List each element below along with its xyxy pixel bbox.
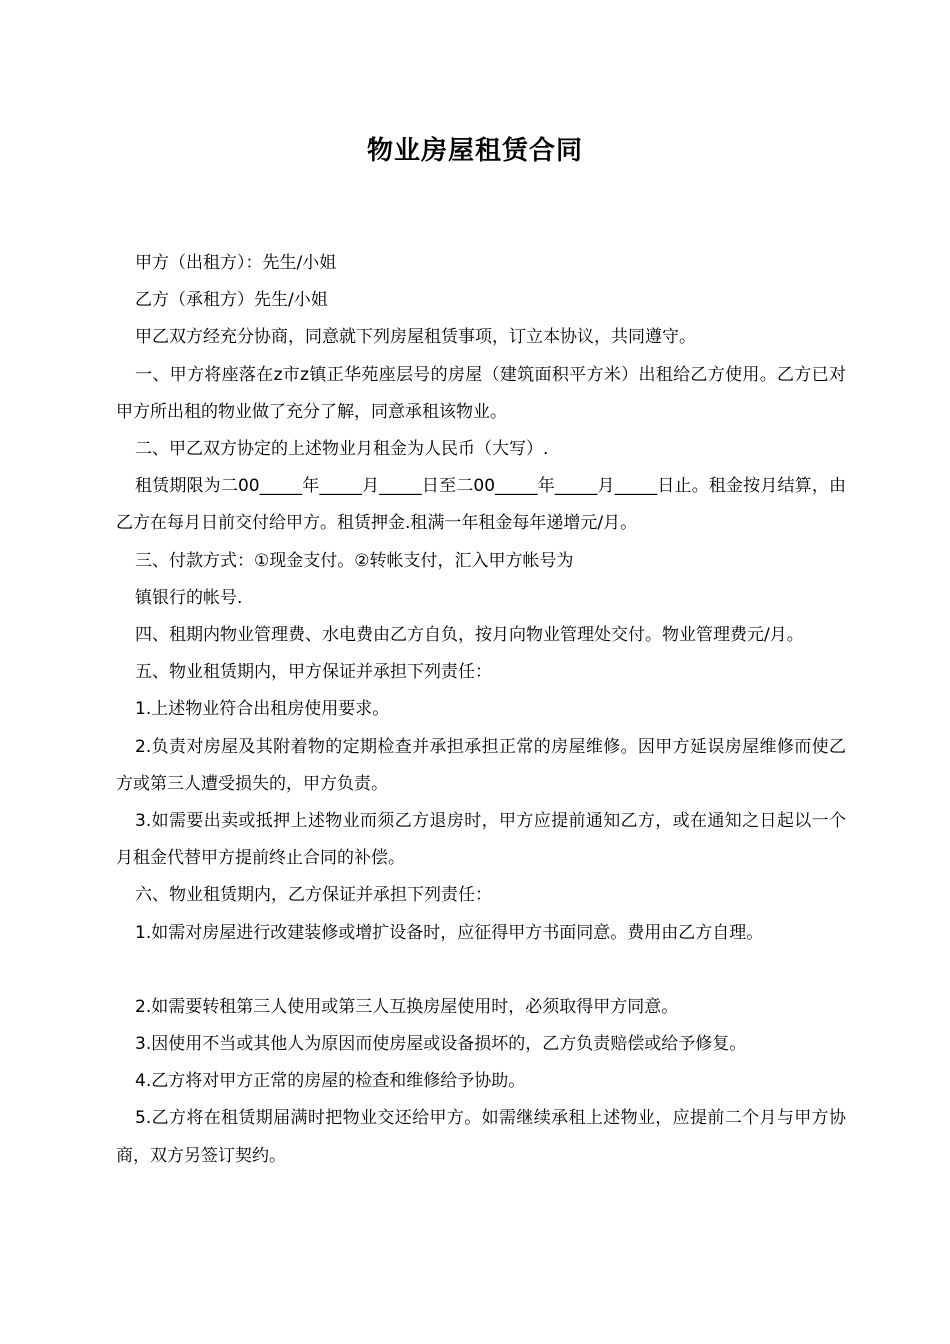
paragraph-party-b: 乙方（承租方）先生/小姐 [135, 290, 328, 311]
paragraph-clause-6: 六、物业租赁期内，乙方保证并承担下列责任： [135, 885, 492, 906]
paragraph-clause-6-item-5: 5.乙方将在租赁期届满时把物业交还给甲方。如需继续承租上述物业，应提前二个月与甲方协商，双方另签订契约。 [116, 1108, 846, 1166]
paragraph-clause-5-item-2: 2.负责对房屋及其附着物的定期检查并承担承担正常的房屋维修。因甲方延误房屋维修而使乙方或第三人遭受损失的，甲方负责。 [116, 736, 846, 794]
paragraph-clause-6-item-2: 2.如需要转租第三人使用或第三人互换房屋使用时，必须取得甲方同意。 [135, 996, 679, 1017]
paragraph-clause-1: 一、甲方将座落在z市z镇正华苑座层号的房屋（建筑面积平方米）出租给乙方使用。乙方已对甲方所出租的物业做了充分了解，同意承租该物业。 [116, 364, 846, 422]
paragraph-preamble: 甲乙双方经充分协商，同意就下列房屋租赁事项，订立本协议，共同遵守。 [135, 327, 696, 348]
paragraph-party-a: 甲方（出租方）：先生/小姐 [135, 253, 337, 273]
paragraph-lease-term: 租赁期限为二00_____年_____月_____日至二00_____年_____月_____日止。租金按月结算，由乙方在每月日前交付给甲方。租赁押金.租满一年租金每年递增元/月。 [116, 476, 846, 534]
document-title: 物业房屋租赁合同 [366, 136, 583, 166]
paragraph-clause-6-item-1: 1.如需对房屋进行改建装修或增扩设备时，应征得甲方书面同意。费用由乙方自理。 [135, 922, 764, 943]
paragraph-clause-5: 五、物业租赁期内，甲方保证并承担下列责任： [135, 662, 492, 683]
paragraph-bank-account: 镇银行的帐号. [135, 587, 243, 608]
paragraph-clause-2: 二、甲乙双方协定的上述物业月租金为人民币（大写）. [135, 439, 549, 460]
document-body [116, 245, 846, 1175]
paragraph-clause-6-item-3: 3.因使用不当或其他人为原因而使房屋或设备损坏的，乙方负责赔偿或给予修复。 [135, 1034, 747, 1055]
paragraph-clause-4: 四、租期内物业管理费、水电费由乙方自负，按月向物业管理处交付。物业管理费元/月。 [135, 625, 804, 646]
paragraph-clause-3: 三、付款方式：①现金支付。②转帐支付，汇入甲方帐号为 [135, 550, 574, 571]
paragraph-clause-5-item-1: 1.上述物业符合出租房使用要求。 [135, 699, 390, 720]
paragraph-clause-6-item-4: 4.乙方将对甲方正常的房屋的检查和维修给予协助。 [135, 1071, 526, 1092]
paragraph-clause-5-item-3: 3.如需要出卖或抵押上述物业而须乙方退房时，甲方应提前通知乙方，或在通知之日起以一个月租金代替甲方提前终止合同的补偿。 [116, 811, 846, 869]
